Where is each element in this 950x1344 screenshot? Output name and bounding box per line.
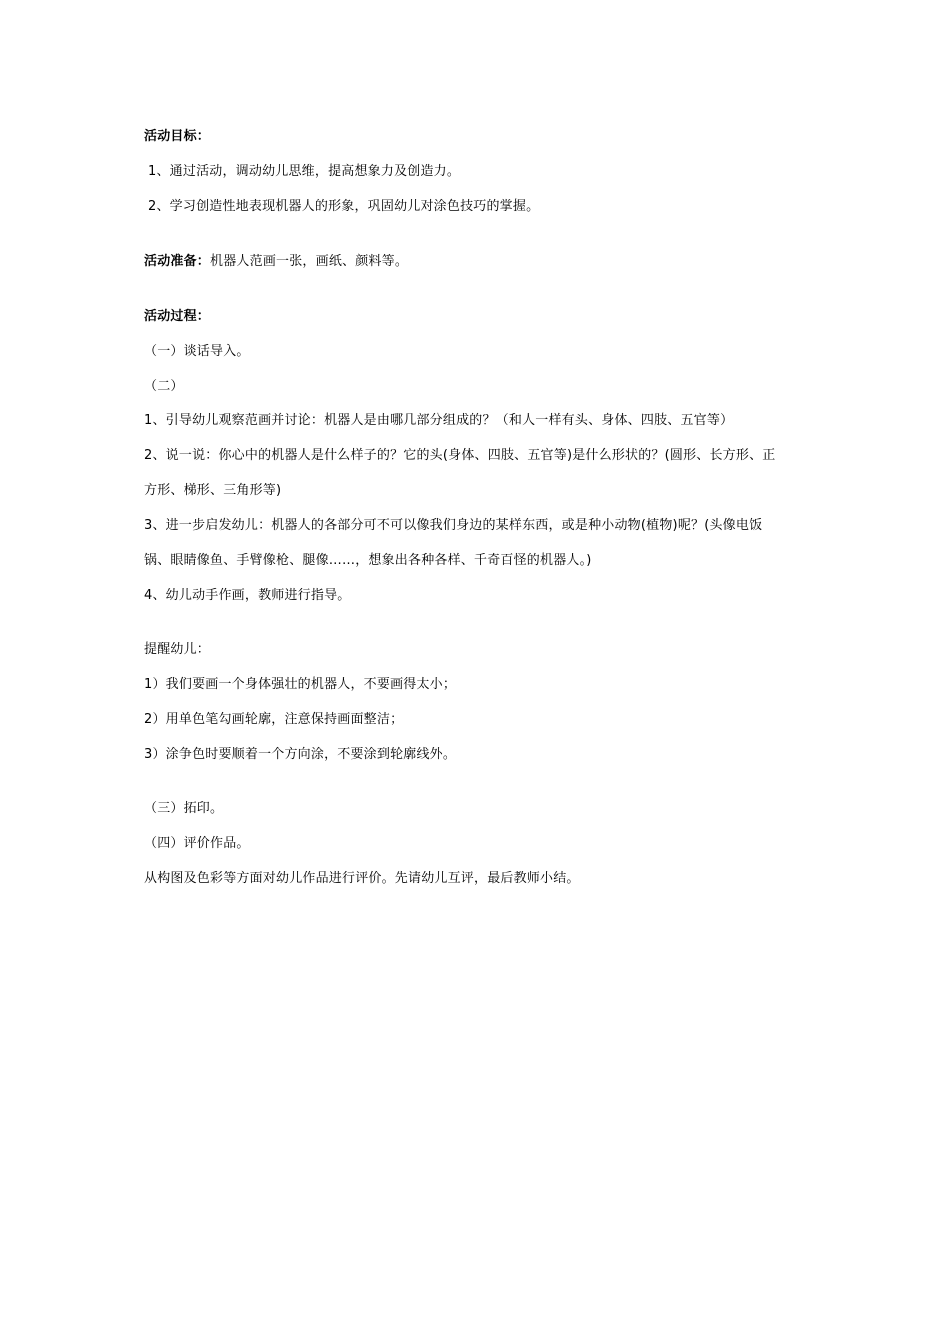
goals-heading: 活动目标： — [144, 129, 211, 144]
process-step-2: （二） — [144, 379, 184, 394]
process-item-1: 1、引导幼儿观察范画并讨论：机器人是由哪几部分组成的？（和人一样有头、身体、四肢、五官等） — [144, 413, 734, 428]
process-step-1: （一）谈话导入。 — [144, 344, 250, 359]
reminder-item-2: 2）用单色笔勾画轮廓，注意保持画面整洁； — [144, 712, 404, 727]
closing-step-4: （四）评价作品。 — [144, 836, 250, 851]
preparation-label: 活动准备： — [144, 254, 211, 269]
goal-item-1: 1、通过活动，调动幼儿思维，提高想象力及创造力。 — [148, 164, 461, 179]
process-item-3-cont: 锅、眼睛像鱼、手臂像枪、腿像……，想象出各种各样、千奇百怪的机器人。) — [144, 553, 592, 568]
reminder-item-3: 3）涂争色时要顺着一个方向涂，不要涂到轮廓线外。 — [144, 747, 457, 762]
goal-item-2: 2、学习创造性地表现机器人的形象，巩固幼儿对涂色技巧的掌握。 — [148, 199, 540, 214]
reminders-heading: 提醒幼儿： — [144, 642, 211, 657]
process-item-4: 4、幼儿动手作画，教师进行指导。 — [144, 588, 351, 603]
process-item-2-cont: 方形、梯形、三角形等) — [144, 483, 282, 498]
process-item-2: 2、说一说：你心中的机器人是什么样子的？它的头(身体、四肢、五官等)是什么形状的？(圆形、长方形、正 — [144, 448, 776, 463]
preparation-text: 机器人范画一张，画纸、颜料等。 — [210, 254, 409, 269]
closing-step-3: （三）拓印。 — [144, 801, 224, 816]
reminder-item-1: 1）我们要画一个身体强壮的机器人，不要画得太小； — [144, 677, 457, 692]
process-heading: 活动过程： — [144, 309, 211, 324]
process-item-3: 3、进一步启发幼儿：机器人的各部分可不可以像我们身边的某样东西，或是种小动物(植物)呢？(头像电饭 — [144, 518, 763, 533]
preparation-line — [144, 253, 408, 271]
closing-summary: 从构图及色彩等方面对幼儿作品进行评价。先请幼儿互评，最后教师小结。 — [144, 871, 580, 886]
